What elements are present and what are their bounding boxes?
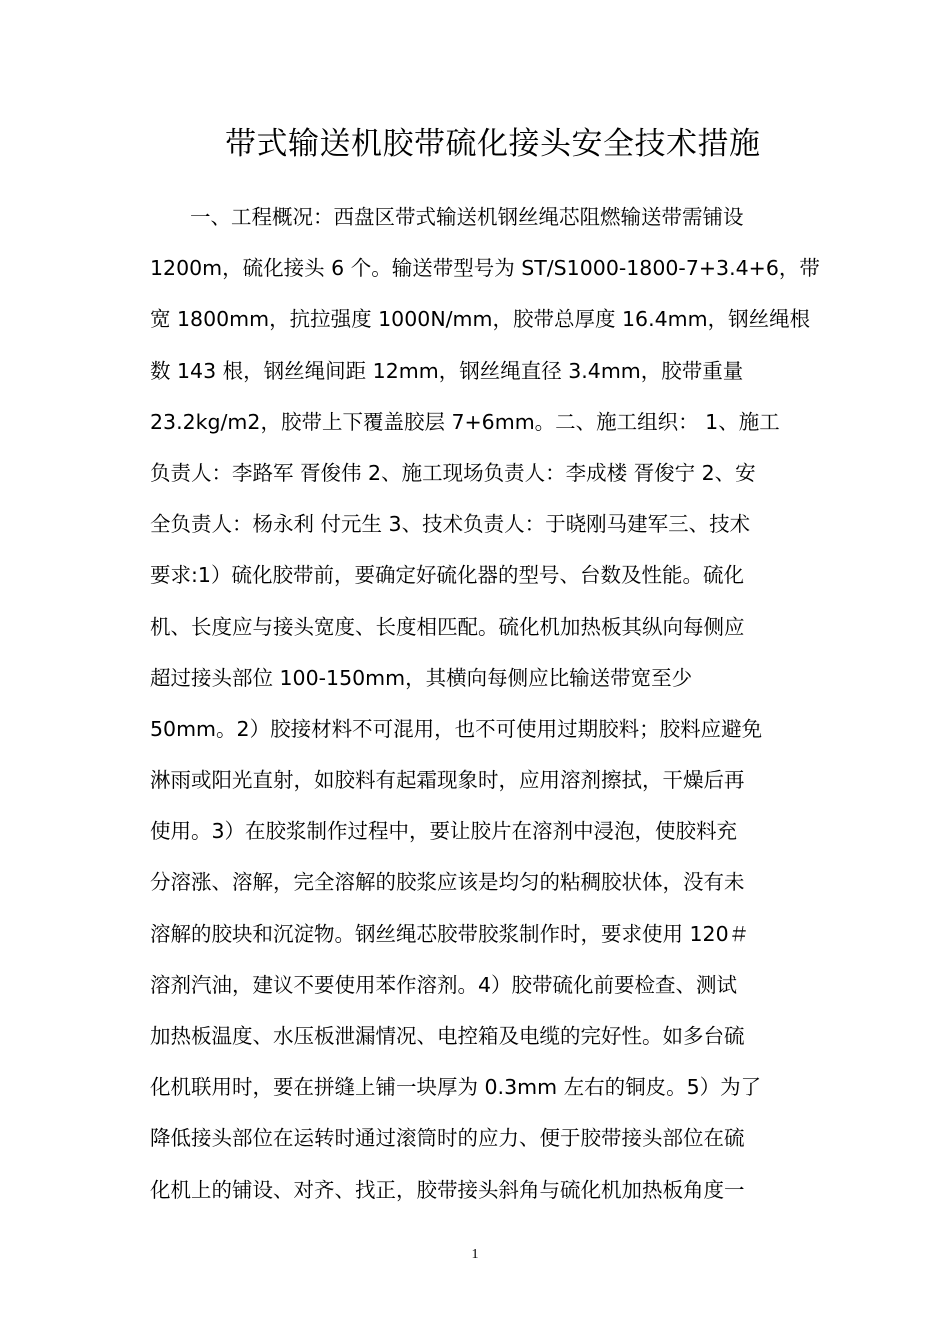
- body-line: 要求:1）硫化胶带前，要确定好硫化器的型号、台数及性能。硫化: [150, 563, 744, 588]
- body-line: 溶解的胶块和沉淀物。钢丝绳芯胶带胶浆制作时，要求使用 120＃: [150, 921, 750, 946]
- body-line: 淋雨或阳光直射，如胶料有起霜现象时，应用溶剂擦拭，干燥后再: [150, 768, 745, 793]
- body-line: 降低接头部位在运转时通过滚筒时的应力、便于胶带接头部位在硫: [150, 1126, 745, 1151]
- body-line: 1200m，硫化接头 6 个。输送带型号为 ST/S1000-1800-7+3.4+6，带: [150, 256, 820, 281]
- body-line: 数 143 根，钢丝绳间距 12mm，钢丝绳直径 3.4mm，胶带重量: [150, 358, 744, 383]
- body-line: 使用。3）在胶浆制作过程中，要让胶片在溶剂中浸泡，使胶料充: [150, 819, 738, 844]
- page-number: 1: [471, 1247, 479, 1262]
- body-line: 宽 1800mm，抗拉强度 1000N/mm，胶带总厚度 16.4mm，钢丝绳根: [150, 307, 811, 332]
- body-line: 化机联用时，要在拼缝上铺一块厚为 0.3mm 左右的铜皮。5）为了: [150, 1075, 762, 1100]
- body-line: 负责人：李路军 胥俊伟 2、施工现场负责人：李成楼 胥俊宁 2、安: [150, 460, 756, 485]
- body-line: 加热板温度、水压板泄漏情况、电控箱及电缆的完好性。如多台硫: [150, 1024, 745, 1048]
- body-line: 超过接头部位 100-150mm，其横向每侧应比输送带宽至少: [150, 665, 693, 690]
- body-line: 溶剂汽油，建议不要使用苯作溶剂。4）胶带硫化前要检查、测试: [150, 972, 738, 997]
- body-line: 50mm。2）胶接材料不可混用，也不可使用过期胶料；胶料应避免: [150, 716, 763, 741]
- body-line: 机、长度应与接头宽度、长度相匹配。硫化机加热板其纵向每侧应: [150, 614, 745, 639]
- body-line: 化机上的铺设、对齐、找正，胶带接头斜角与硫化机加热板角度一: [150, 1177, 745, 1202]
- body-line: 一、工程概况：西盘区带式输送机钢丝绳芯阻燃输送带需铺设: [190, 205, 744, 229]
- body-line: 全负责人：杨永利 付元生 3、技术负责人：于晓刚马建军三、技术: [150, 512, 751, 537]
- body-line: 分溶涨、溶解，完全溶解的胶浆应该是均匀的粘稠胶状体，没有未: [150, 870, 745, 895]
- body-line: 23.2kg/m2，胶带上下覆盖胶层 7+6mm。二、施工组织： 1、施工: [150, 409, 780, 434]
- document-title: 带式输送机胶带硫化接头安全技术措施: [225, 126, 761, 162]
- document-body: [150, 192, 820, 1216]
